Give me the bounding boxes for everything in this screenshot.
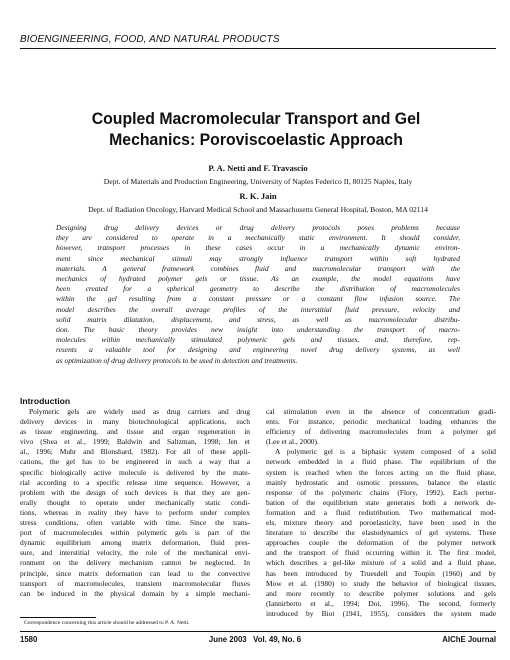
introduction-heading: Introduction — [20, 396, 71, 406]
footer-rule — [20, 631, 496, 632]
body-line: vivo (Shea et al., 1999; Baldwin and Saltzman, 1998; Jen et — [20, 437, 250, 447]
body-line: ronment on the delivery mechanism cannot be neglected. In — [20, 558, 250, 568]
abstract-line: resents a valuable tool for designing and engineering novel drug delivery systems, as well — [56, 345, 460, 355]
body-line: port of macromolecules within polymeric gels is part of the — [20, 528, 250, 538]
body-line: A polymeric gel is a biphasic system composed of a solid — [275, 447, 496, 457]
body-line: as tissue engineering, and tissue and organ regeneration in — [20, 427, 250, 437]
body-line: erally thought to operate under mechanically static condi- — [20, 497, 250, 507]
body-line: response of the polymeric chains (Flory, 1992). Each pertur- — [266, 487, 496, 497]
body-line: delivery devices in many biotechnological applications, such — [20, 417, 250, 427]
body-line: transport of macromolecules, transient macromolecular fluxes — [20, 578, 250, 588]
abstract-line: they are considered to operate in a mechanically static environment. It should consider, — [56, 233, 460, 243]
body-line: (Lee et al., 2000). — [266, 437, 319, 447]
body-line: dynamic equilibrium among matrix deformation, fluid pres- — [20, 538, 250, 548]
affiliation-2: Dept. of Radiation Oncology, Harvard Medical School and Massachusetts General Hospital, Boston, MA 02114 — [88, 205, 428, 214]
body-line: network embedded in a fluid phase. The equilibrium of the — [266, 457, 496, 467]
abstract-line: however, transport processes in these cases occur in a mechanically dynamic environ- — [56, 243, 460, 253]
body-column-right — [266, 407, 496, 619]
abstract-line: Designing drug delivery devices or drug delivery protocols poses problems because — [56, 223, 460, 232]
abstract-line: tion. The basic theory provides new insight into understanding the transport of macro- — [56, 325, 460, 335]
body-line: cations, the gel has to be engineered in such a way that a — [20, 457, 250, 467]
body-line: rial according to a specific release time sequence. However, a — [20, 477, 250, 487]
correspondence-footnote: Correspondence concerning this article should be addressed to P. A. Netti. — [24, 620, 190, 626]
body-line: literature to describe the elastodynamics of gel systems. These — [266, 528, 496, 538]
body-line: els, mixture theory and poroelasticity, have been used in the — [266, 518, 496, 528]
article-title — [46, 108, 466, 150]
title-line: Mechanics: Poroviscoelastic Approach — [109, 130, 403, 149]
body-line: bation of the equilibrium state generates both a network de- — [266, 497, 496, 507]
abstract-line: solid matrix dilatation, displacement, and stress, as well as macromolecular distribu- — [56, 314, 460, 324]
body-line: problem with the design of such devices is that they are gen- — [20, 487, 250, 497]
abstract — [56, 223, 460, 366]
body-line: specific biologically active molecule is delivered by the mate- — [20, 467, 250, 477]
affiliation-1: Dept. of Materials and Production Engineering, University of Naples Federico II, 80125 Naples, Italy — [103, 177, 413, 186]
body-line: system is reached when the forces acting on the fluid phase, — [266, 467, 496, 477]
abstract-line: within the gel resulting from a constant pressure or a constant flow infusion source. The — [56, 294, 460, 304]
body-line: which describes a gel-like mixture of a solid and a fluid phase, — [266, 558, 496, 568]
authors-group-2: R. K. Jain — [239, 191, 277, 201]
body-line: formation and a fluid redistribution. Two mathematical mod- — [266, 507, 496, 517]
body-line: sure, and interstitial velocity, the role of the mechanical envi- — [20, 548, 250, 558]
body-line: (Iannirberto et al., 1994; Doi, 1996). The second, formerly — [266, 598, 496, 608]
body-line: cal stimulation even in the absence of concentration gradi- — [266, 407, 496, 416]
body-line: efficiency of delivering macromolecules from a polymer gel — [266, 427, 496, 437]
abstract-line: been created for a spherical geometry to describe the distribution of macromolecules — [56, 284, 460, 294]
footnote-rule — [20, 617, 96, 618]
body-line: Mow et al. (1980) to study the behavior of biological tissues, — [266, 578, 496, 588]
section-header: BIOENGINEERING, FOOD, AND NATURAL PRODUCTS — [20, 34, 280, 45]
header-rule — [20, 48, 496, 49]
body-line: al., 1996; Muhr and Blonshard, 1982). For all of these appli- — [20, 447, 250, 457]
body-line: stress conditions, often variable with time. Since the trans- — [20, 518, 250, 528]
abstract-line: mechanics of hydrated polymer gels or tissue. As an example, the model equations have — [56, 274, 460, 284]
abstract-line: as optimization of drug delivery protocols to be used in detection and treatments. — [56, 355, 298, 365]
journal-name: AIChE Journal — [442, 635, 496, 644]
abstract-line: model describes the overall average profiles of the interstitial fluid pressure, velocity and — [56, 304, 460, 314]
abstract-line: ment since mechanical stimuli may strongly influence transport within soft hydrated — [56, 253, 460, 263]
abstract-line: molecules within mechanically stimulated polymeric gels and tissues, and, therefore, rep- — [56, 335, 460, 345]
title-line: Coupled Macromolecular Transport and Gel — [91, 109, 421, 128]
body-line: and more recently to describe polymer solutions and gels — [266, 588, 496, 598]
body-line: can be induced in the physical domain by a simple mechani- — [20, 588, 250, 598]
body-column-left — [20, 407, 250, 599]
body-line: principle, since matrix deformation can lead to the convective — [20, 568, 250, 578]
abstract-line: materials. A general framework combines fluid and macromolecular transport with the — [56, 263, 460, 273]
body-line: has been introduced by Truesdell and Toupin (1960) and by — [266, 568, 496, 578]
body-line: tions, whereas in reality they have to perform under complex — [20, 507, 250, 517]
page-number: 1580 — [20, 635, 38, 644]
body-line: ents. For instance, periodic mechanical loading enhances the — [266, 417, 496, 427]
issue-info: June 2003 Vol. 49, No. 6 — [208, 635, 302, 644]
body-line: Polymeric gels are widely used as drug carriers and drug — [29, 407, 250, 416]
authors-group-1: P. A. Netti and F. Travascio — [208, 163, 308, 173]
body-line: introduced by Biot (1941, 1955), considers the system made — [266, 608, 496, 618]
body-line: and the transport of fluid occurring within it. The first model, — [266, 548, 496, 558]
body-line: mainly hydrostatic and osmotic pressures, balance the elastic — [266, 477, 496, 487]
body-line: approaches couple the deformation of the polymer network — [266, 538, 496, 548]
